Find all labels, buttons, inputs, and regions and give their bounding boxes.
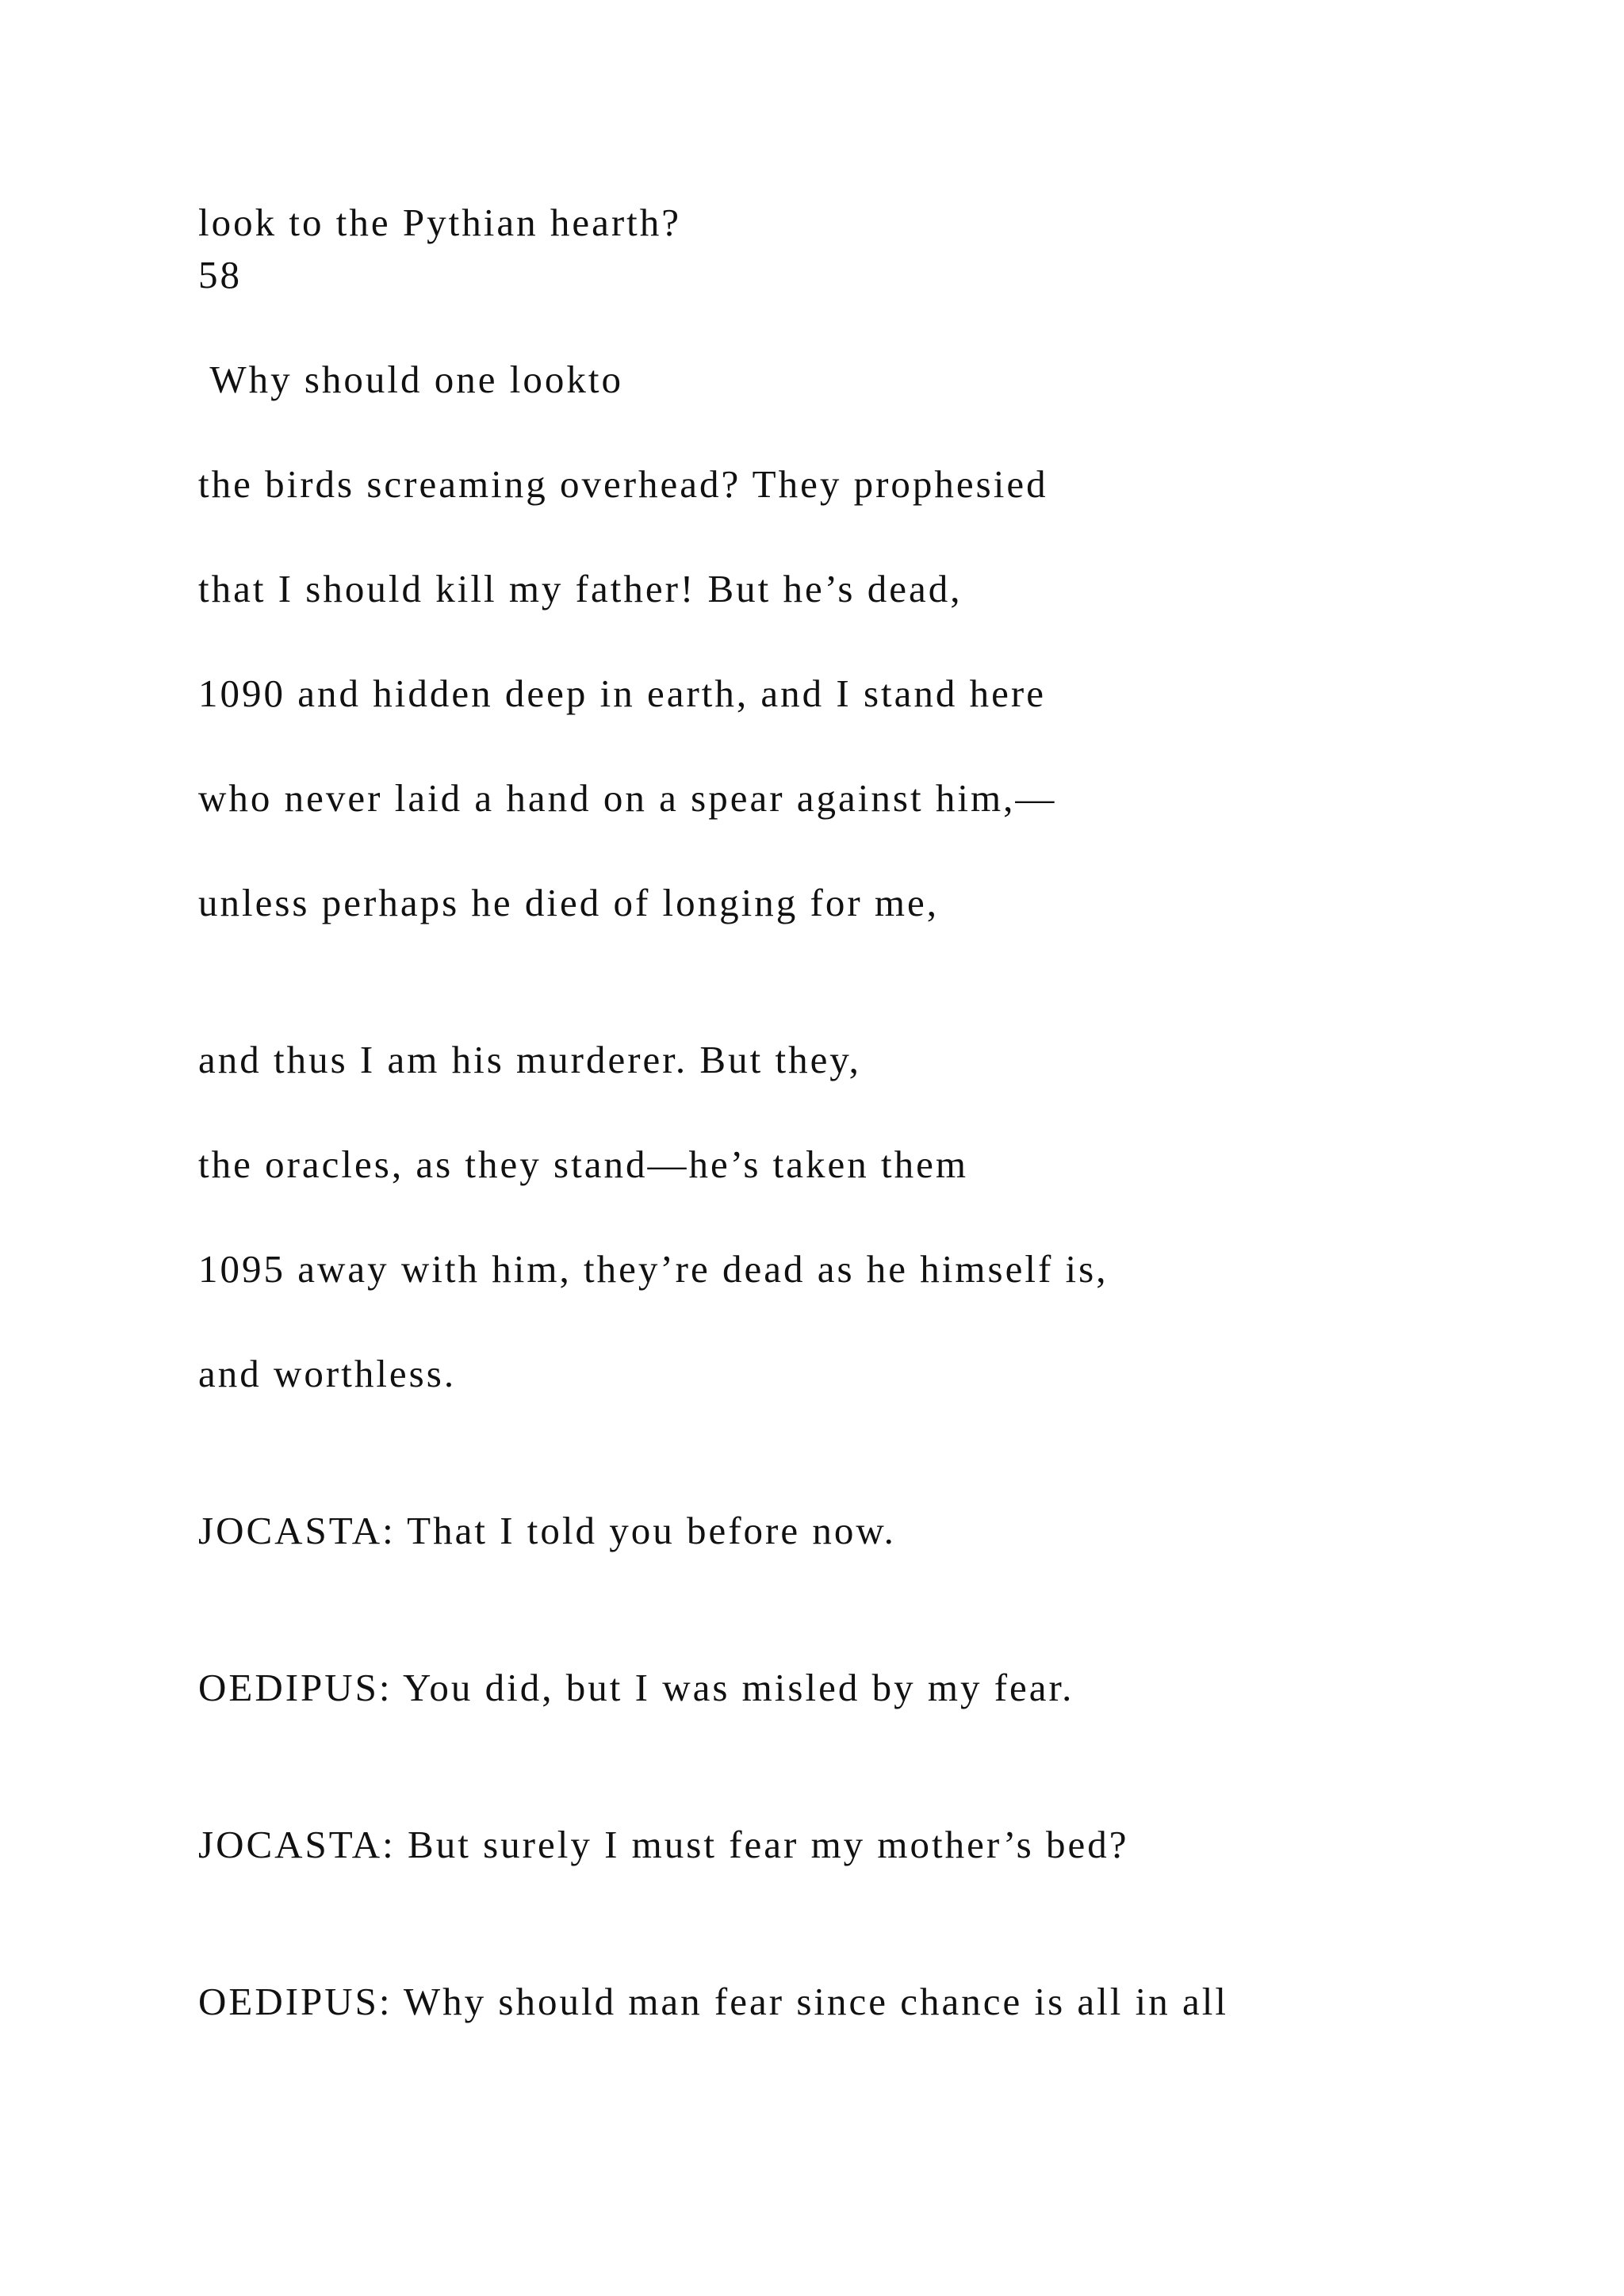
text-line: who never laid a hand on a spear against him,— [198,776,1057,820]
dialogue-line: OEDIPUS: Why should man fear since chance is all in all [198,1980,1228,2023]
text-line: look to the Pythian hearth? [198,201,681,244]
text-line: 1090 and hidden deep in earth, and I stand here [198,672,1046,715]
dialogue-line: JOCASTA: That I told you before now. [198,1509,896,1552]
text-line: and worthless. [198,1352,457,1395]
text-line: 1095 away with him, they’re dead as he himself is, [198,1247,1109,1291]
dialogue-line: OEDIPUS: You did, but I was misled by my fear. [198,1666,1074,1709]
text-line: unless perhaps he died of longing for me, [198,881,940,924]
text-line: and thus I am his murderer. But they, [198,1038,861,1081]
text-line: the oracles, as they stand—he’s taken them [198,1142,968,1186]
text-line: Why should one lookto [198,358,624,401]
page-number: 58 [198,253,242,297]
dialogue-line: JOCASTA: But surely I must fear my mother’s bed? [198,1823,1129,1866]
text-line: that I should kill my father! But he’s dead, [198,567,963,610]
text-line: the birds screaming overhead? They prophesied [198,462,1048,506]
